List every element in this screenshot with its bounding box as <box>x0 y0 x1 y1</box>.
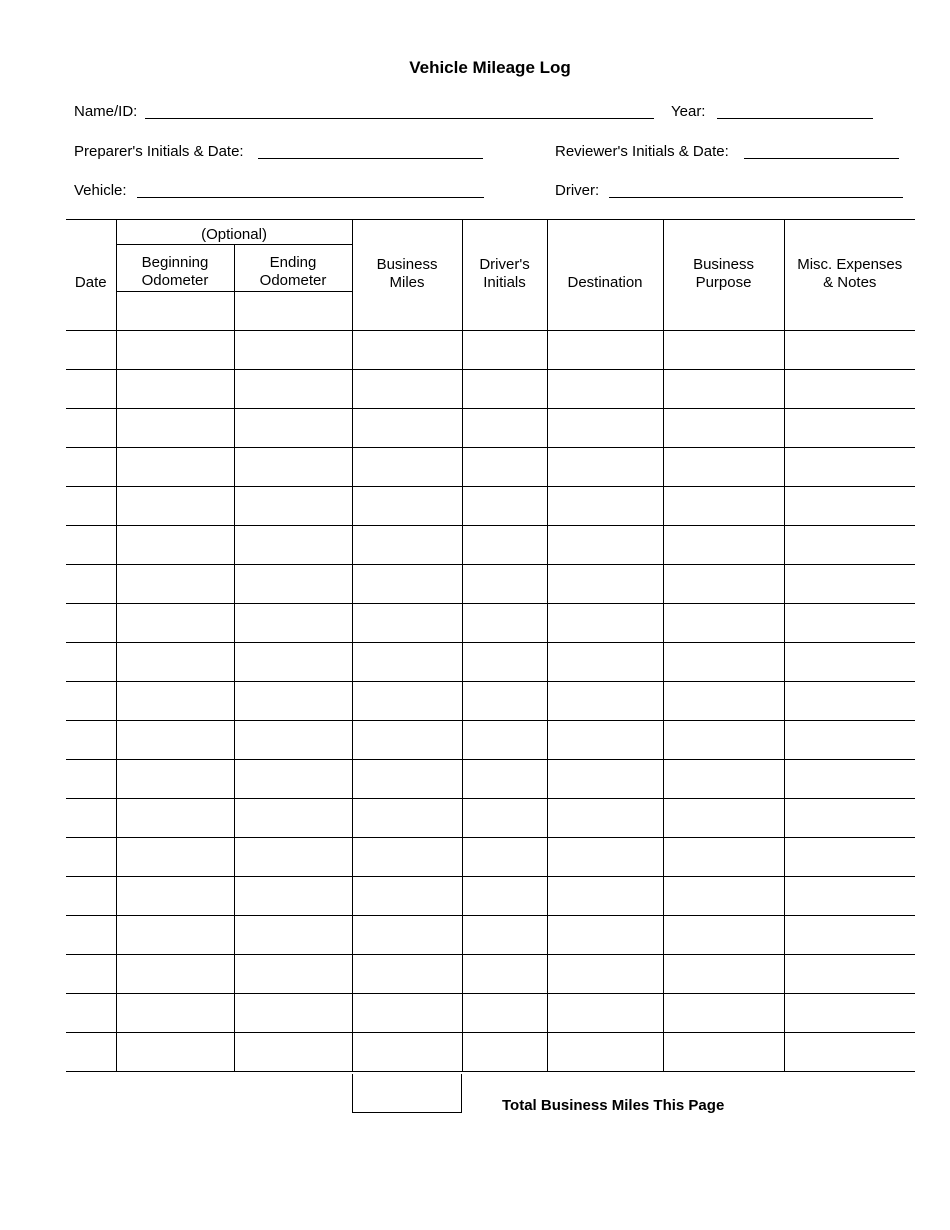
business-purpose-cell[interactable] <box>663 877 784 916</box>
beginning-odometer-cell[interactable] <box>116 604 234 643</box>
ending-odometer-cell[interactable] <box>234 1033 352 1072</box>
mileage-log-table <box>66 219 915 1072</box>
destination-cell[interactable] <box>547 643 663 682</box>
table-row <box>66 955 915 994</box>
business-purpose-cell[interactable] <box>663 370 784 409</box>
ending-odometer-cell[interactable] <box>234 526 352 565</box>
table-row <box>66 994 915 1033</box>
misc-expenses-cell[interactable] <box>784 877 915 916</box>
table-row <box>66 526 915 565</box>
ending-odometer-cell[interactable] <box>234 292 352 331</box>
drivers-initials-cell[interactable] <box>462 994 547 1033</box>
table-row <box>66 565 915 604</box>
business-purpose-cell[interactable] <box>663 331 784 370</box>
table-row <box>66 604 915 643</box>
table-row <box>66 331 915 370</box>
date-cell[interactable] <box>66 955 116 994</box>
ending-odometer-cell[interactable] <box>234 799 352 838</box>
total-miles-label: Total Business Miles This Page <box>502 1097 725 1114</box>
date-cell[interactable] <box>66 1033 116 1072</box>
vehicle-field[interactable] <box>137 197 484 198</box>
ending-odometer-cell[interactable] <box>234 994 352 1033</box>
table-row <box>66 370 915 409</box>
drivers-initials-cell[interactable] <box>462 799 547 838</box>
misc-expenses-cell[interactable] <box>784 955 915 994</box>
drivers-initials-cell[interactable] <box>462 1033 547 1072</box>
business-purpose-cell[interactable] <box>663 838 784 877</box>
business-miles-cell[interactable] <box>352 448 462 487</box>
preparer-field[interactable] <box>258 158 483 159</box>
business-miles-cell[interactable] <box>352 643 462 682</box>
business-miles-cell[interactable] <box>352 487 462 526</box>
drivers-initials-cell[interactable] <box>462 838 547 877</box>
drivers-initials-cell[interactable] <box>462 916 547 955</box>
date-cell[interactable] <box>66 409 116 448</box>
business-purpose-cell[interactable] <box>663 565 784 604</box>
table-row <box>66 682 915 721</box>
beginning-odometer-cell[interactable] <box>116 370 234 409</box>
misc-expenses-cell[interactable] <box>784 292 915 331</box>
driver-field[interactable] <box>609 197 903 198</box>
business-purpose-cell[interactable] <box>663 721 784 760</box>
business-purpose-cell[interactable] <box>663 487 784 526</box>
drivers-initials-cell[interactable] <box>462 331 547 370</box>
date-cell[interactable] <box>66 448 116 487</box>
date-cell[interactable] <box>66 487 116 526</box>
business-miles-cell[interactable] <box>352 292 462 331</box>
destination-cell[interactable] <box>547 1033 663 1072</box>
beginning-odometer-cell[interactable] <box>116 799 234 838</box>
drivers-initials-cell[interactable] <box>462 877 547 916</box>
drivers-initials-cell[interactable] <box>462 955 547 994</box>
date-cell[interactable] <box>66 799 116 838</box>
business-purpose-cell[interactable] <box>663 916 784 955</box>
misc-expenses-cell[interactable] <box>784 799 915 838</box>
business-purpose-cell[interactable] <box>663 292 784 331</box>
table-row <box>66 721 915 760</box>
misc-expenses-cell[interactable] <box>784 643 915 682</box>
drivers-initials-header: Driver's Initials <box>462 220 547 292</box>
table-row <box>66 838 915 877</box>
business-purpose-cell[interactable] <box>663 799 784 838</box>
date-cell[interactable] <box>66 604 116 643</box>
table-row <box>66 760 915 799</box>
drivers-initials-cell[interactable] <box>462 292 547 331</box>
name-id-label: Name/ID: <box>74 103 138 120</box>
misc-expenses-cell[interactable] <box>784 331 915 370</box>
beginning-odometer-cell[interactable] <box>116 409 234 448</box>
business-purpose-cell[interactable] <box>663 760 784 799</box>
ending-odometer-cell[interactable] <box>234 409 352 448</box>
misc-expenses-cell[interactable] <box>784 682 915 721</box>
drivers-initials-cell[interactable] <box>462 760 547 799</box>
ending-odometer-cell[interactable] <box>234 643 352 682</box>
beginning-odometer-header: Beginning Odometer <box>116 245 234 292</box>
preparer-label: Preparer's Initials & Date: <box>74 143 244 160</box>
date-cell[interactable] <box>66 760 116 799</box>
table-row <box>66 799 915 838</box>
beginning-odometer-cell[interactable] <box>116 448 234 487</box>
beginning-odometer-cell[interactable] <box>116 1033 234 1072</box>
table-row <box>66 487 915 526</box>
log-body <box>66 292 915 1072</box>
beginning-odometer-cell[interactable] <box>116 994 234 1033</box>
business-miles-cell[interactable] <box>352 331 462 370</box>
drivers-initials-cell[interactable] <box>462 643 547 682</box>
business-purpose-cell[interactable] <box>663 994 784 1033</box>
table-row <box>66 448 915 487</box>
table-row <box>66 643 915 682</box>
destination-cell[interactable] <box>547 721 663 760</box>
destination-cell[interactable] <box>547 838 663 877</box>
ending-odometer-cell[interactable] <box>234 682 352 721</box>
date-cell[interactable] <box>66 643 116 682</box>
year-label: Year: <box>671 103 706 120</box>
beginning-odometer-cell[interactable] <box>116 955 234 994</box>
total-miles-box[interactable] <box>352 1074 462 1113</box>
date-cell[interactable] <box>66 331 116 370</box>
date-cell[interactable] <box>66 292 116 331</box>
business-miles-cell[interactable] <box>352 604 462 643</box>
drivers-initials-cell[interactable] <box>462 370 547 409</box>
ending-odometer-header: Ending Odometer <box>234 245 352 292</box>
drivers-initials-cell[interactable] <box>462 526 547 565</box>
business-miles-cell[interactable] <box>352 370 462 409</box>
drivers-initials-cell[interactable] <box>462 409 547 448</box>
destination-cell[interactable] <box>547 448 663 487</box>
drivers-initials-cell[interactable] <box>462 565 547 604</box>
misc-expenses-cell[interactable] <box>784 370 915 409</box>
business-miles-cell[interactable] <box>352 1033 462 1072</box>
business-purpose-cell[interactable] <box>663 643 784 682</box>
misc-expenses-cell[interactable] <box>784 1033 915 1072</box>
date-cell[interactable] <box>66 721 116 760</box>
business-purpose-cell[interactable] <box>663 526 784 565</box>
ending-odometer-cell[interactable] <box>234 955 352 994</box>
business-purpose-cell[interactable] <box>663 409 784 448</box>
destination-cell[interactable] <box>547 292 663 331</box>
business-miles-cell[interactable] <box>352 799 462 838</box>
business-miles-cell[interactable] <box>352 409 462 448</box>
beginning-odometer-cell[interactable] <box>116 331 234 370</box>
name-id-field[interactable] <box>145 118 654 119</box>
destination-cell[interactable] <box>547 370 663 409</box>
vehicle-label: Vehicle: <box>74 182 127 199</box>
date-cell[interactable] <box>66 916 116 955</box>
ending-odometer-cell[interactable] <box>234 916 352 955</box>
business-miles-cell[interactable] <box>352 916 462 955</box>
date-cell[interactable] <box>66 370 116 409</box>
destination-header: Destination <box>547 220 663 292</box>
beginning-odometer-cell[interactable] <box>116 292 234 331</box>
destination-cell[interactable] <box>547 331 663 370</box>
table-row <box>66 877 915 916</box>
destination-cell[interactable] <box>547 409 663 448</box>
destination-cell[interactable] <box>547 955 663 994</box>
misc-expenses-cell[interactable] <box>784 994 915 1033</box>
business-miles-header: Business Miles <box>352 220 462 292</box>
misc-expenses-cell[interactable] <box>784 721 915 760</box>
table-row <box>66 916 915 955</box>
ending-odometer-cell[interactable] <box>234 370 352 409</box>
date-header: Date <box>66 220 116 292</box>
ending-odometer-cell[interactable] <box>234 604 352 643</box>
misc-expenses-cell[interactable] <box>784 565 915 604</box>
date-cell[interactable] <box>66 526 116 565</box>
drivers-initials-cell[interactable] <box>462 604 547 643</box>
table-row <box>66 409 915 448</box>
misc-expenses-cell[interactable] <box>784 487 915 526</box>
beginning-odometer-cell[interactable] <box>116 916 234 955</box>
business-miles-cell[interactable] <box>352 955 462 994</box>
business-purpose-cell[interactable] <box>663 955 784 994</box>
misc-expenses-header: Misc. Expenses & Notes <box>784 220 915 292</box>
driver-label: Driver: <box>555 182 600 199</box>
business-purpose-header: Business Purpose <box>663 220 784 292</box>
ending-odometer-cell[interactable] <box>234 760 352 799</box>
business-miles-cell[interactable] <box>352 760 462 799</box>
misc-expenses-cell[interactable] <box>784 604 915 643</box>
destination-cell[interactable] <box>547 604 663 643</box>
business-miles-cell[interactable] <box>352 721 462 760</box>
table-row <box>66 1033 915 1072</box>
drivers-initials-cell[interactable] <box>462 682 547 721</box>
ending-odometer-cell[interactable] <box>234 838 352 877</box>
business-purpose-cell[interactable] <box>663 604 784 643</box>
beginning-odometer-cell[interactable] <box>116 526 234 565</box>
misc-expenses-cell[interactable] <box>784 838 915 877</box>
date-cell[interactable] <box>66 838 116 877</box>
misc-expenses-cell[interactable] <box>784 760 915 799</box>
destination-cell[interactable] <box>547 565 663 604</box>
date-cell[interactable] <box>66 682 116 721</box>
ending-odometer-cell[interactable] <box>234 487 352 526</box>
ending-odometer-cell[interactable] <box>234 565 352 604</box>
beginning-odometer-cell[interactable] <box>116 565 234 604</box>
beginning-odometer-cell[interactable] <box>116 643 234 682</box>
reviewer-field[interactable] <box>744 158 899 159</box>
year-field[interactable] <box>717 118 873 119</box>
business-miles-cell[interactable] <box>352 994 462 1033</box>
business-purpose-cell[interactable] <box>663 448 784 487</box>
ending-odometer-cell[interactable] <box>234 721 352 760</box>
reviewer-label: Reviewer's Initials & Date: <box>555 143 729 160</box>
optional-group-header: (Optional) <box>116 220 352 245</box>
form-title: Vehicle Mileage Log <box>409 58 571 77</box>
beginning-odometer-cell[interactable] <box>116 760 234 799</box>
ending-odometer-cell[interactable] <box>234 448 352 487</box>
misc-expenses-cell[interactable] <box>784 448 915 487</box>
misc-expenses-cell[interactable] <box>784 526 915 565</box>
business-purpose-cell[interactable] <box>663 1033 784 1072</box>
destination-cell[interactable] <box>547 877 663 916</box>
business-miles-cell[interactable] <box>352 838 462 877</box>
business-miles-cell[interactable] <box>352 565 462 604</box>
beginning-odometer-cell[interactable] <box>116 721 234 760</box>
ending-odometer-cell[interactable] <box>234 877 352 916</box>
drivers-initials-cell[interactable] <box>462 448 547 487</box>
table-row <box>66 292 915 331</box>
destination-cell[interactable] <box>547 799 663 838</box>
date-cell[interactable] <box>66 994 116 1033</box>
business-miles-cell[interactable] <box>352 682 462 721</box>
beginning-odometer-cell[interactable] <box>116 877 234 916</box>
date-cell[interactable] <box>66 877 116 916</box>
beginning-odometer-cell[interactable] <box>116 487 234 526</box>
misc-expenses-cell[interactable] <box>784 409 915 448</box>
destination-cell[interactable] <box>547 994 663 1033</box>
misc-expenses-cell[interactable] <box>784 916 915 955</box>
destination-cell[interactable] <box>547 526 663 565</box>
beginning-odometer-cell[interactable] <box>116 682 234 721</box>
drivers-initials-cell[interactable] <box>462 721 547 760</box>
business-miles-cell[interactable] <box>352 526 462 565</box>
ending-odometer-cell[interactable] <box>234 331 352 370</box>
destination-cell[interactable] <box>547 760 663 799</box>
destination-cell[interactable] <box>547 916 663 955</box>
beginning-odometer-cell[interactable] <box>116 838 234 877</box>
drivers-initials-cell[interactable] <box>462 487 547 526</box>
destination-cell[interactable] <box>547 487 663 526</box>
destination-cell[interactable] <box>547 682 663 721</box>
business-purpose-cell[interactable] <box>663 682 784 721</box>
business-miles-cell[interactable] <box>352 877 462 916</box>
date-cell[interactable] <box>66 565 116 604</box>
